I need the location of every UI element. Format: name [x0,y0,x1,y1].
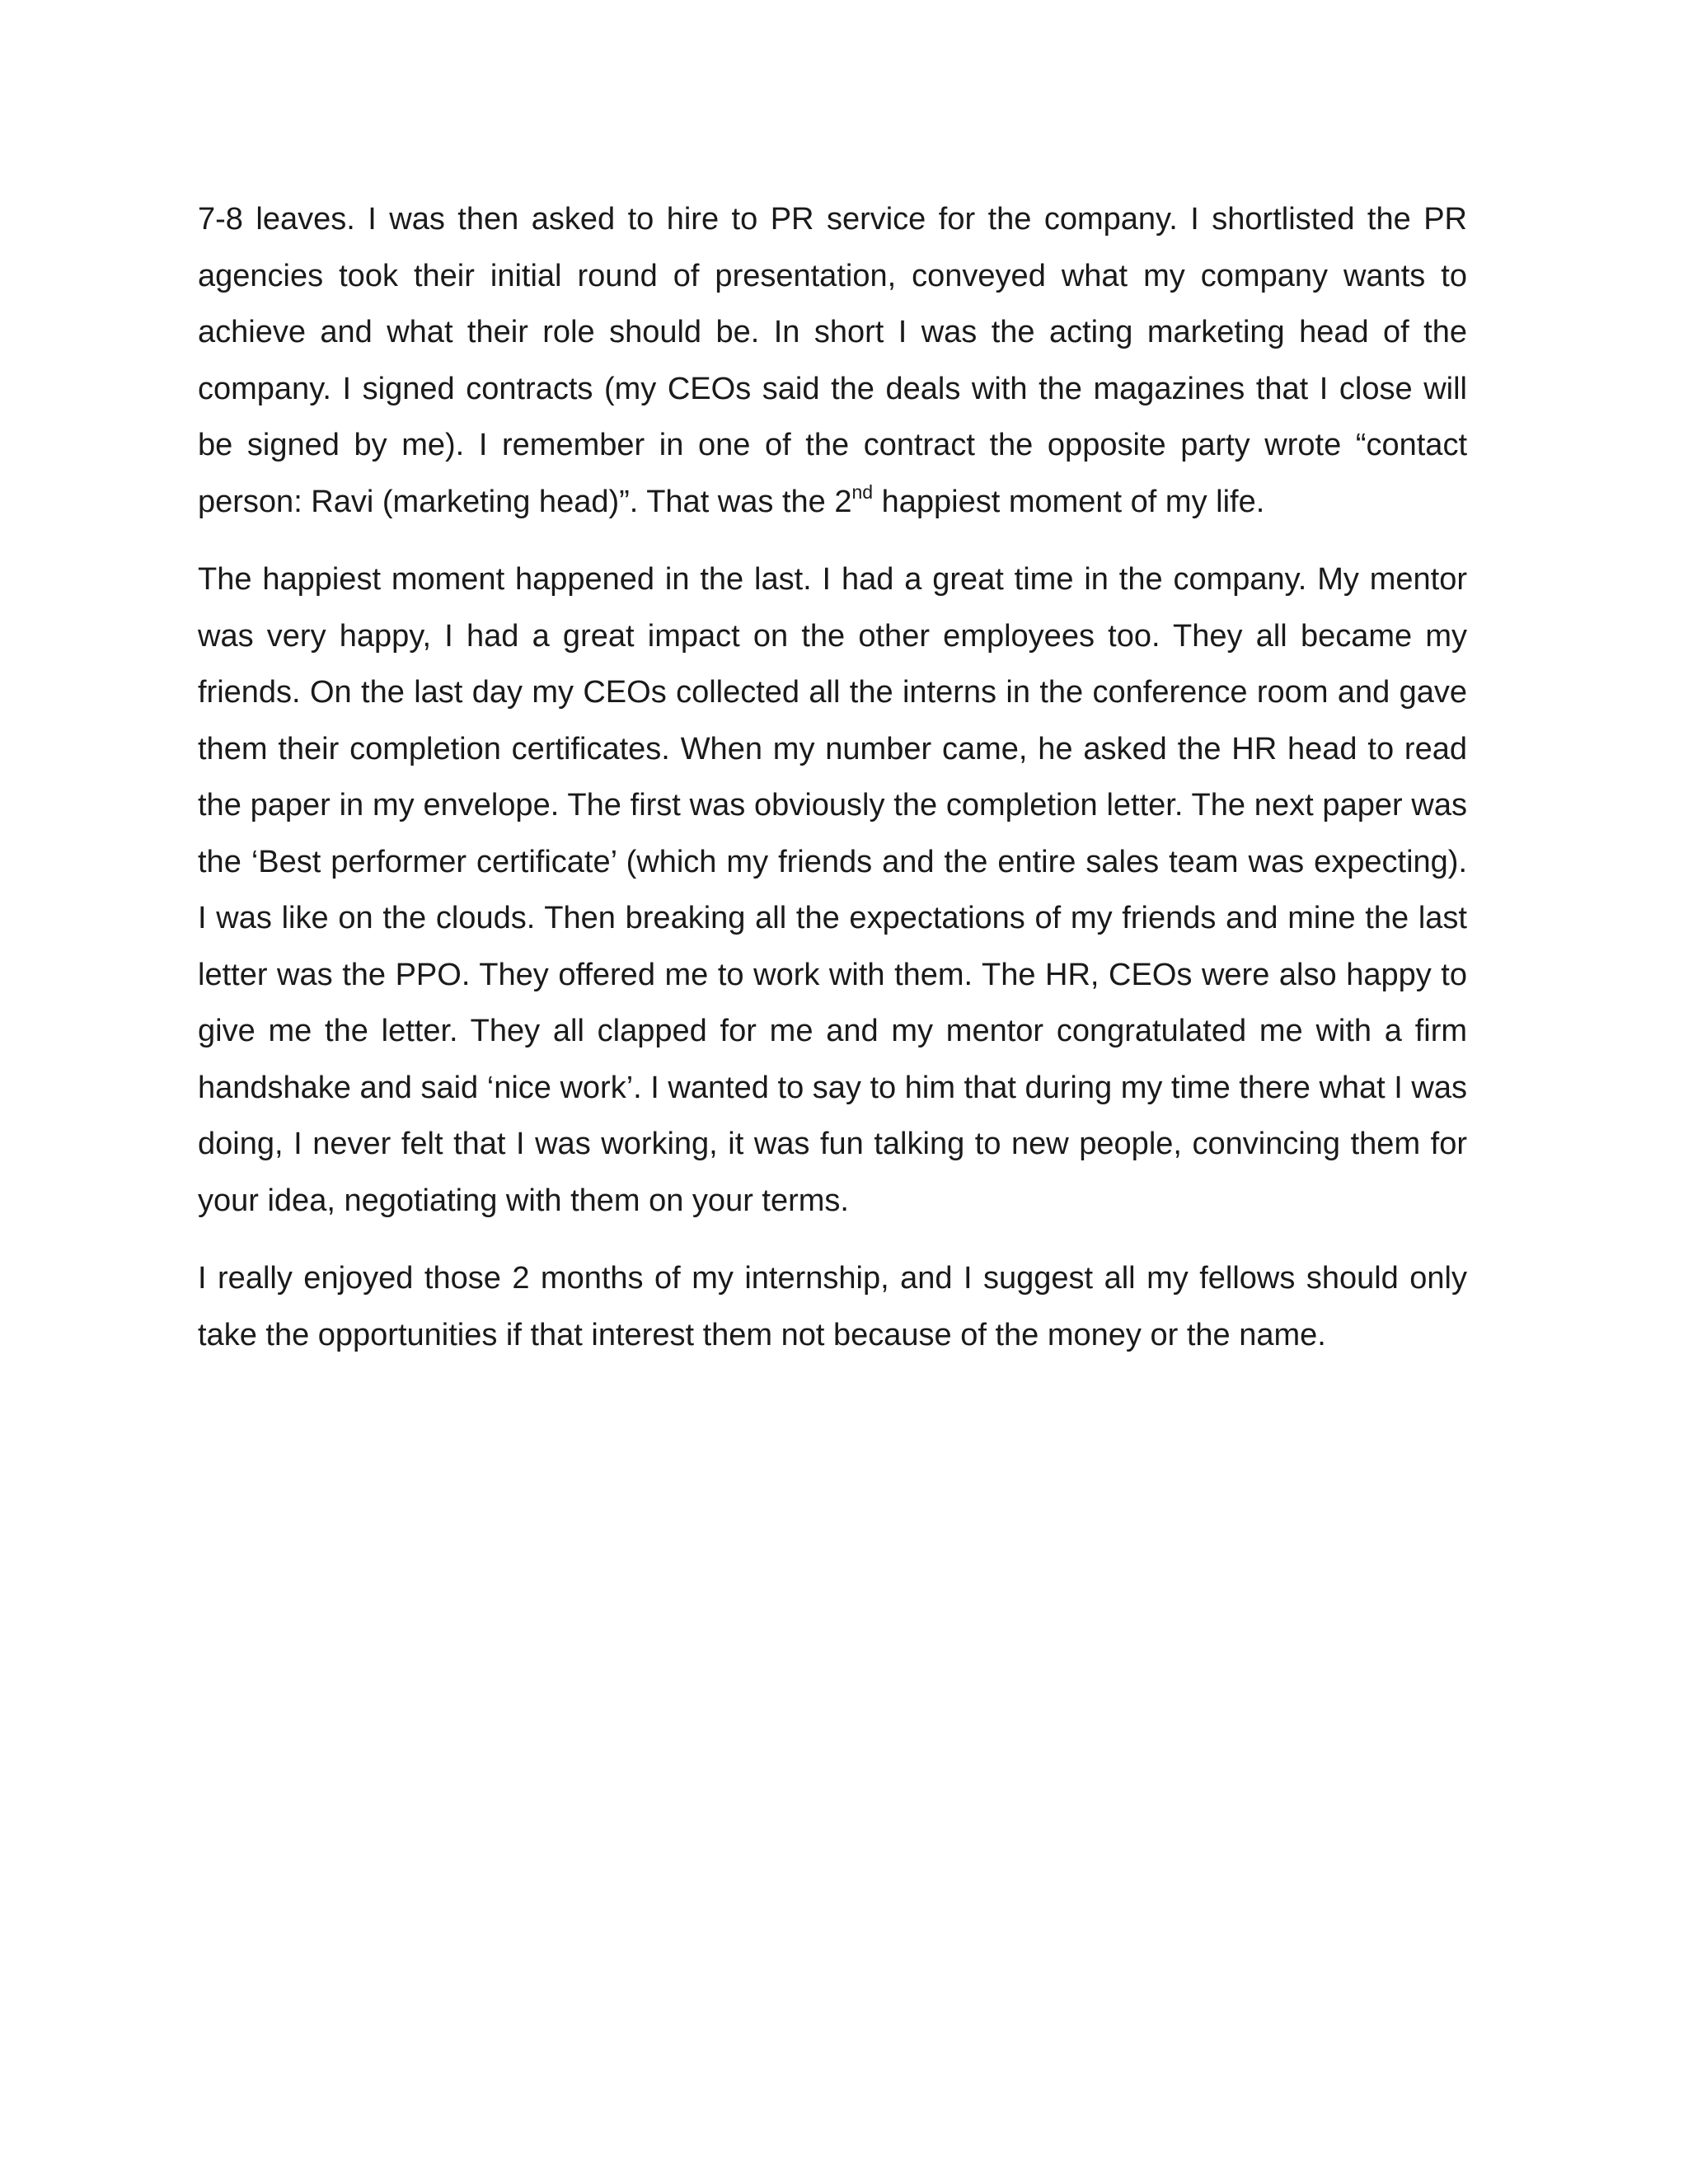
paragraph-1-text: 7-8 leaves. I was then asked to hire to PR service for the company. I shortlisted the PR agencies took their initial round of presentation, conveyed what my company wants to achieve and what their role should be. In short I was the acting marketing head of the company. I signed contracts (my CEOs said the deals with the magazines that I close will be signed by me). I remember in one of the contract the opposite party wrote “contact person: Ravi (marketing head)”. That was the 2 [198,202,1467,519]
paragraph-3: I really enjoyed those 2 months of my internship, and I suggest all my fellows should only take the opportunities if that interest them not because of the money or the name. [198,1261,1467,1352]
ordinal-superscript: nd [851,480,874,503]
paragraph-2: The happiest moment happened in the last. I had a great time in the company. My mentor was very happy, I had a great impact on the other employees too. They all became my friends. On the last day my CEOs collected all the interns in the conference room and gave them their completion certificates. When my number came, he asked the HR head to read the paper in my envelope. The first was obviously the completion letter. The next paper was the ‘Best performer certificate’ (which my friends and the entire sales team was expecting). I was like on the clouds. Then breaking all the expectations of my friends and mine the last letter was the PPO. They offered me to work with them. The HR, CEOs were also happy to give me the letter. They all clapped for me and my mentor congratulated me with a firm handshake and said ‘nice work’. I wanted to say to him that during my time there what I was doing, I never felt that I was working, it was fun talking to new people, convincing them for your idea, negotiating with them on your terms. [198,562,1467,1218]
paragraph-1 [198,191,1467,530]
paragraph-1-text-end: happiest moment of my life. [873,484,1265,519]
document-body [198,191,1467,1363]
